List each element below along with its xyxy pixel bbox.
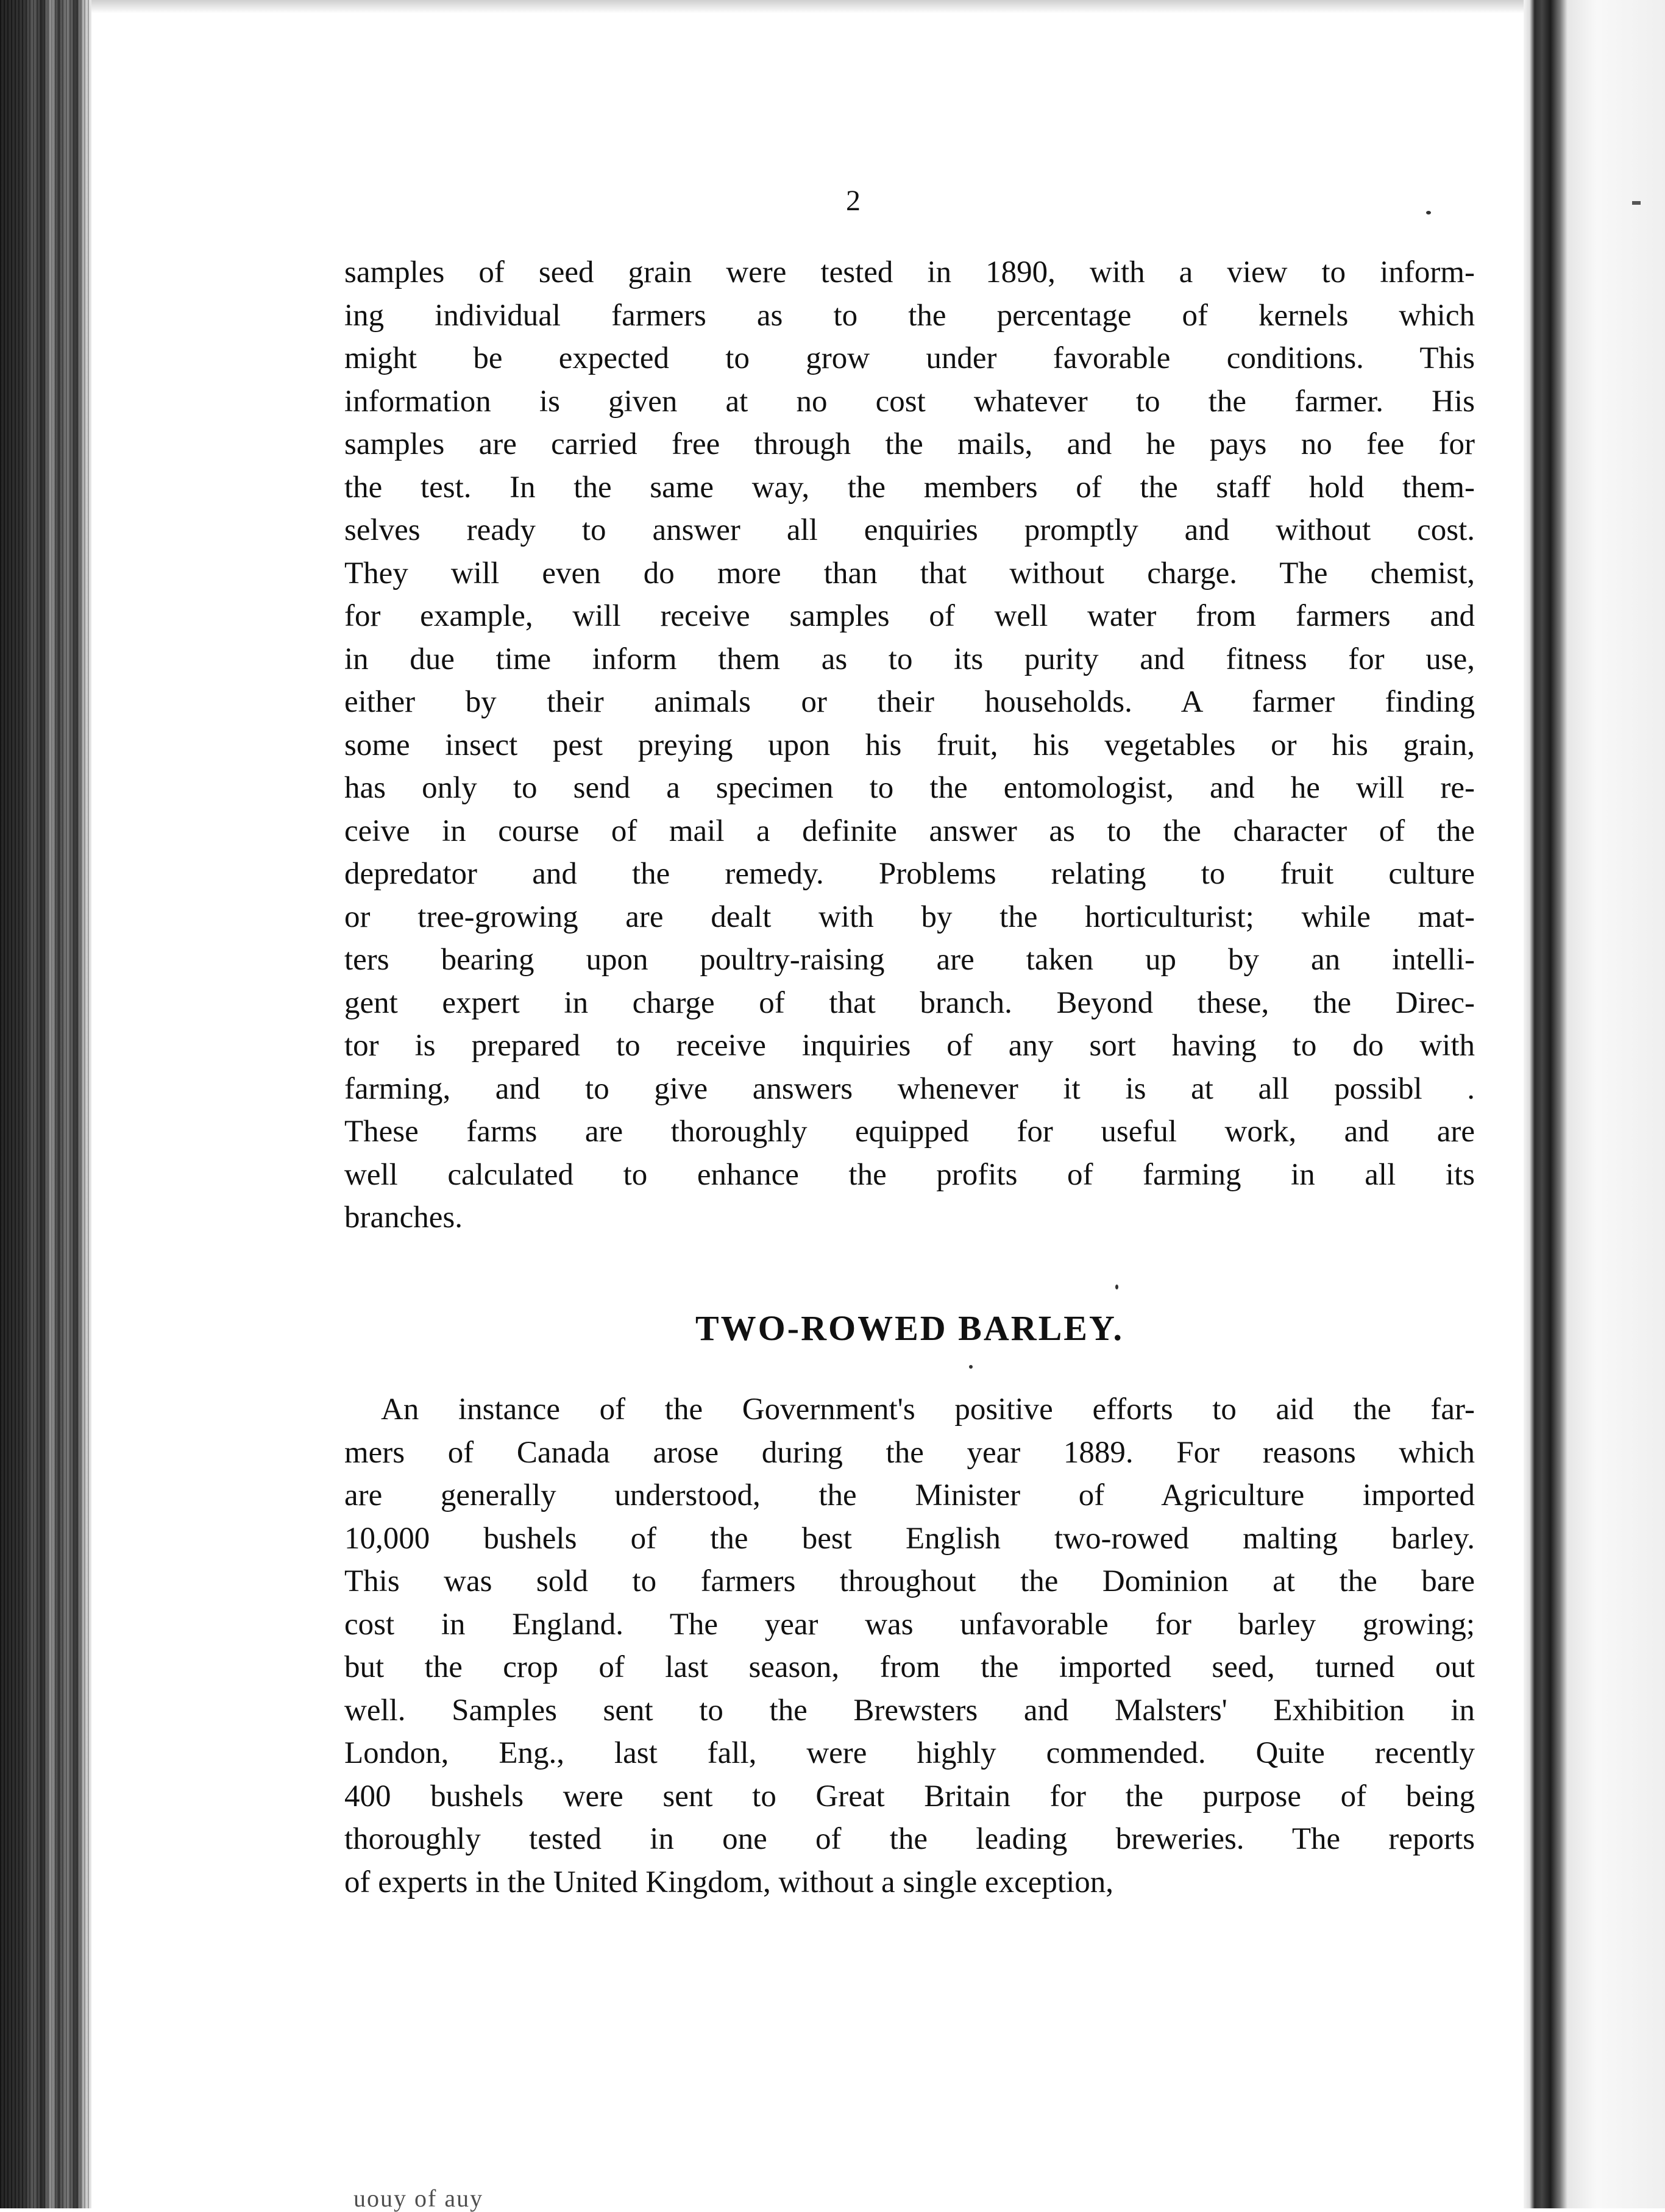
text-line: samples are carried free through the mails, and he pays no fee for [344,427,1475,461]
speck [1426,211,1431,214]
text-line: for example, will receive samples of well water from farmers and [344,599,1475,633]
text-line: ceive in course of mail a definite answer as to the character of the [344,814,1475,848]
text-line: either by their animals or their households. A farmer finding [344,685,1475,719]
text-line: ters bearing upon poultry-raising are taken up by an intelli- [344,943,1475,977]
text-line: or tree-growing are dealt with by the horticulturist; while mat- [344,899,1475,934]
text-line: 10,000 bushels of the best English two-rowed malting barley. [344,1521,1475,1556]
text-line: samples of seed grain were tested in 1890, with a view to inform- [344,255,1475,289]
text-line: This was sold to farmers throughout the Dominion at the bare [344,1564,1475,1598]
edge-mark [1632,201,1641,205]
text-line: well. Samples sent to the Brewsters and Malsters' Exhibition in [344,1693,1475,1728]
paragraph-two-rowed-barley [344,1388,1475,1904]
text-line: might be expected to grow under favorable conditions. This [344,341,1475,375]
page-number: 2 [846,185,861,217]
text-line: farming, and to give answers whenever it is at all possibl . [344,1071,1475,1106]
speck [969,1365,973,1369]
text-line: An instance of the Government's positive efforts to aid the far- [381,1392,1475,1427]
document-page [91,0,1524,2212]
text-line: has only to send a specimen to the entomologist, and he will re- [344,771,1475,805]
book-page-stack-left [0,0,91,2208]
speck [1115,1285,1118,1289]
text-line: of experts in the United Kingdom, without a single exception, [344,1865,1114,1899]
book-edge-right [1524,0,1665,2208]
section-heading: TWO-ROWED BARLEY. [695,1308,1124,1348]
bleed-through-text: uouy of auy [353,2185,484,2212]
text-line: information is given at no cost whatever to the farmer. His [344,384,1475,419]
text-line: depredator and the remedy. Problems relating to fruit culture [344,857,1475,891]
paragraph-seed-testing [344,251,1475,1239]
text-line: some insect pest preying upon his fruit, his vegetables or his grain, [344,728,1475,762]
text-line: well calculated to enhance the profits of farming in all its [344,1157,1475,1192]
text-line: gent expert in charge of that branch. Beyond these, the Direc- [344,985,1475,1020]
text-line: 400 bushels were sent to Great Britain for the purpose of being [344,1779,1475,1813]
text-line: the test. In the same way, the members of the staff hold them- [344,470,1475,505]
text-line: in due time inform them as to its purity and fitness for use, [344,642,1475,676]
text-line: branches. [344,1200,463,1235]
text-line: selves ready to answer all enquiries promptly and without cost. [344,513,1475,547]
text-line: ing individual farmers as to the percentage of kernels which [344,298,1475,333]
text-line: mers of Canada arose during the year 1889. For reasons which [344,1435,1475,1470]
text-line: These farms are thoroughly equipped for useful work, and are [344,1115,1475,1149]
text-line: thoroughly tested in one of the leading breweries. The reports [344,1822,1475,1856]
text-line: tor is prepared to receive inquiries of any sort having to do with [344,1029,1475,1063]
text-line: but the crop of last season, from the imported seed, turned out [344,1650,1475,1684]
text-line: cost in England. The year was unfavorable for barley growing; [344,1607,1475,1642]
text-line: They will even do more than that without charge. The chemist, [344,556,1475,590]
text-line: London, Eng., last fall, were highly commended. Quite recently [344,1736,1475,1770]
text-line: are generally understood, the Minister of Agriculture imported [344,1478,1475,1512]
